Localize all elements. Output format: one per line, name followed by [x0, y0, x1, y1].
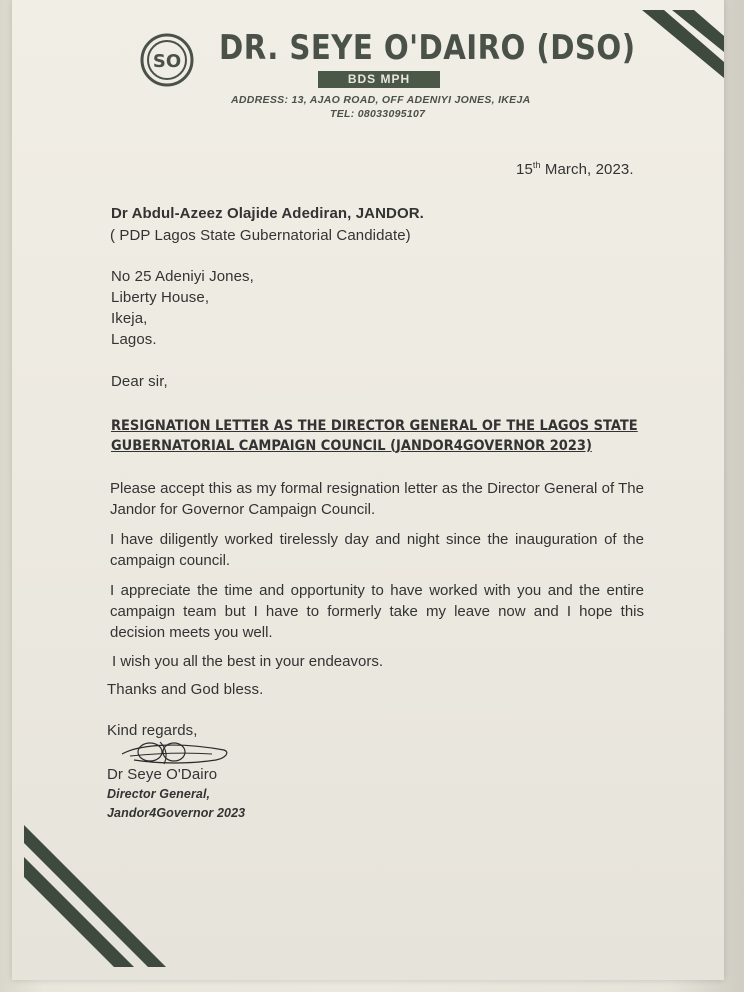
dso-logo-icon [140, 33, 194, 87]
subject-line: GUBERNATORIAL CAMPAIGN COUNCIL (JANDOR4GOVERNOR 2023) [111, 438, 592, 454]
body-paragraph: I wish you all the best in your endeavors. [112, 653, 383, 670]
date-suffix: th [532, 160, 541, 170]
letter-page [12, 0, 724, 980]
handwritten-signature [120, 738, 232, 768]
salutation: Dear sir, [111, 373, 168, 390]
body-paragraph: I appreciate the time and opportunity to have worked with you and the entire campaign team but I have to formerly take my leave now and I hope this decision meets you well. [110, 582, 644, 641]
date-day: 15 [516, 161, 533, 178]
recipient-name: Dr Abdul-Azeez Olajide Adediran, JANDOR. [111, 205, 424, 222]
recipient-title: ( PDP Lagos State Gubernatorial Candidate) [110, 227, 411, 244]
signatory-name: Dr Seye O'Dairo [107, 766, 218, 783]
letterhead-degrees: BDS MPH [318, 71, 440, 88]
recipient-address-line: Lagos. [111, 331, 157, 348]
body-paragraph: Please accept this as my formal resignation letter as the Director General of The Jandor for Governor Campaign Council. [110, 480, 644, 518]
recipient-address-line: Ikeja, [111, 310, 148, 327]
closing-line: Thanks and God bless. [107, 681, 264, 698]
letterhead-address: ADDRESS: 13, AJAO ROAD, OFF ADENIYI JONES, IKEJA [231, 94, 531, 106]
body-paragraph: I have diligently worked tirelessly day and night since the inauguration of the campaign council. [110, 531, 644, 569]
kind-regards: Kind regards, [107, 722, 198, 739]
subject-heading [111, 416, 638, 456]
corner-stripes-top-right [642, 0, 724, 80]
letterhead-telephone: TEL: 08033095107 [330, 108, 426, 120]
signatory-role: Director General, [107, 787, 211, 801]
recipient-address-line: No 25 Adeniyi Jones, [111, 268, 254, 285]
recipient-address-line: Liberty House, [111, 289, 210, 306]
date-rest: March, 2023. [540, 161, 634, 178]
subject-line: RESIGNATION LETTER AS THE DIRECTOR GENERAL OF THE LAGOS STATE [111, 418, 638, 434]
letter-date [516, 160, 634, 178]
letterhead-name: DR. SEYE O'DAIRO (DSO) [219, 28, 636, 68]
corner-stripes-bottom-left [12, 815, 172, 975]
logo-text: SO [152, 51, 182, 72]
signatory-campaign: Jandor4Governor 2023 [107, 806, 246, 820]
